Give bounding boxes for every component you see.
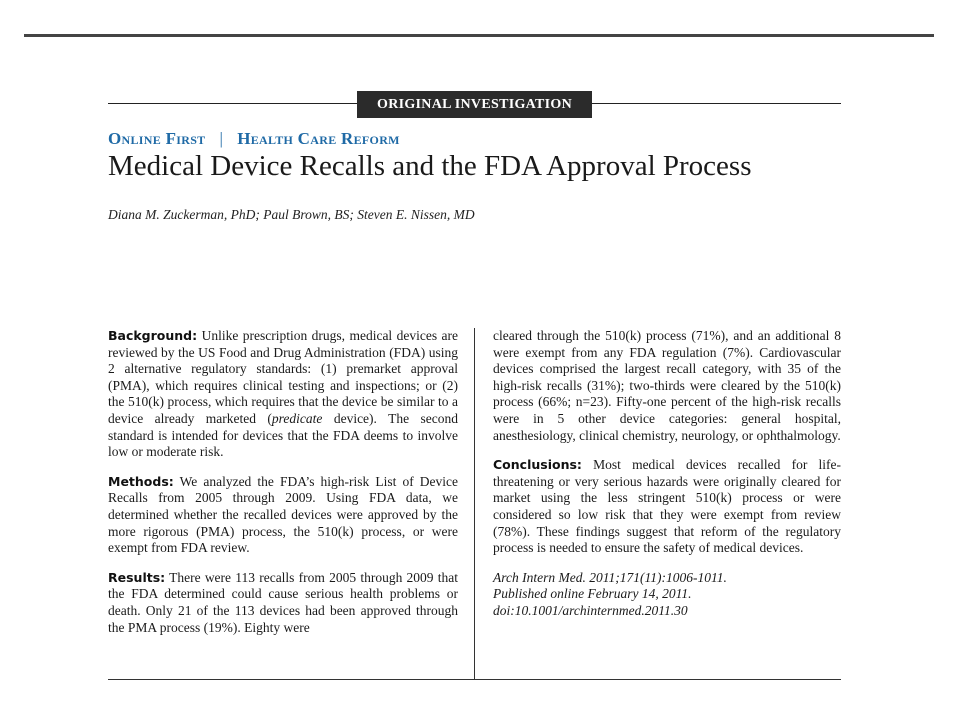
top-rule bbox=[24, 34, 934, 37]
conclusions-section bbox=[493, 457, 841, 557]
citation-journal: Arch Intern Med. 2011;171(11):1006-1011. bbox=[493, 569, 727, 585]
background-text-end: device). The second standard is intended for devices that the FDA deems to involve low or moderate risk. bbox=[108, 410, 458, 460]
abstract-right-column bbox=[493, 328, 841, 620]
background-text: Unlike prescription drugs, medical devices are reviewed by the US Food and Drug Administration (FDA) using 2 alternative regulatory standards: (1) premarket approval (PMA), which requires clinical testing and inspections; or (2) the 510(k) process, which requires that the device be similar to a device already marketed ( bbox=[108, 328, 458, 426]
methods-label: Methods: bbox=[108, 473, 174, 489]
results-continued bbox=[493, 328, 841, 444]
conclusions-label: Conclusions: bbox=[493, 457, 582, 473]
author-list: Diana M. Zuckerman, PhD; Paul Brown, BS; Steven E. Nissen, MD bbox=[108, 207, 475, 222]
background-label: Background: bbox=[108, 328, 198, 343]
kicker-online-first: Online First bbox=[108, 129, 206, 148]
column-divider bbox=[474, 328, 475, 680]
citation-block bbox=[493, 570, 841, 620]
kicker-separator: | bbox=[219, 129, 224, 148]
section-kicker bbox=[108, 129, 400, 149]
conclusions-text: Most medical devices recalled for life-threatening or very serious hazards were originally cleared for market using the less stringent 510(k) process or were considered so low risk that they were exempt from review (78%). These findings suggest that reform of the regulatory process is needed to ensure the safety of medical devices. bbox=[493, 457, 841, 556]
kicker-health-care-reform: Health Care Reform bbox=[237, 129, 400, 148]
results-label: Results: bbox=[108, 569, 166, 585]
abstract-left-column bbox=[108, 328, 458, 649]
background-italic-term: predicate bbox=[271, 410, 323, 426]
citation-doi[interactable]: doi:10.1001/archinternmed.2011.30 bbox=[493, 602, 688, 618]
methods-text: We analyzed the FDA’s high-risk List of Device Recalls from 2005 through 2009. Using FDA data, we determined whether the recalled devices were approved by the more rigorous (PMA) process, the 510(k) process, or were exempt from FDA review. bbox=[108, 473, 458, 556]
citation-published: Published online February 14, 2011. bbox=[493, 586, 692, 602]
article-type-banner: ORIGINAL INVESTIGATION bbox=[357, 91, 592, 118]
article-title: Medical Device Recalls and the FDA Approval Process bbox=[108, 150, 752, 182]
bottom-rule bbox=[108, 679, 841, 680]
background-section bbox=[108, 328, 458, 461]
methods-section bbox=[108, 474, 458, 557]
results-text-continued: cleared through the 510(k) process (71%), and an additional 8 were exempt from any FDA regulation (7%). Cardiovascular devices comprised the largest recall category, with 35 of the high-risk recalls (31%); two-thirds were cleared by the 510(k) process (66%; n=23). Fifty-one percent of the high-risk recalls were in 5 other device categories: general hospital, anesthesiology, clinical chemistry, neurology, or ophthalmology. bbox=[493, 328, 841, 443]
results-text: There were 113 recalls from 2005 through 2009 that the FDA determined could cause serious health problems or death. Only 21 of the 113 devices had been approved through the PMA process (19%). Eighty were bbox=[108, 569, 458, 635]
abstract bbox=[108, 328, 841, 680]
results-section bbox=[108, 570, 458, 636]
